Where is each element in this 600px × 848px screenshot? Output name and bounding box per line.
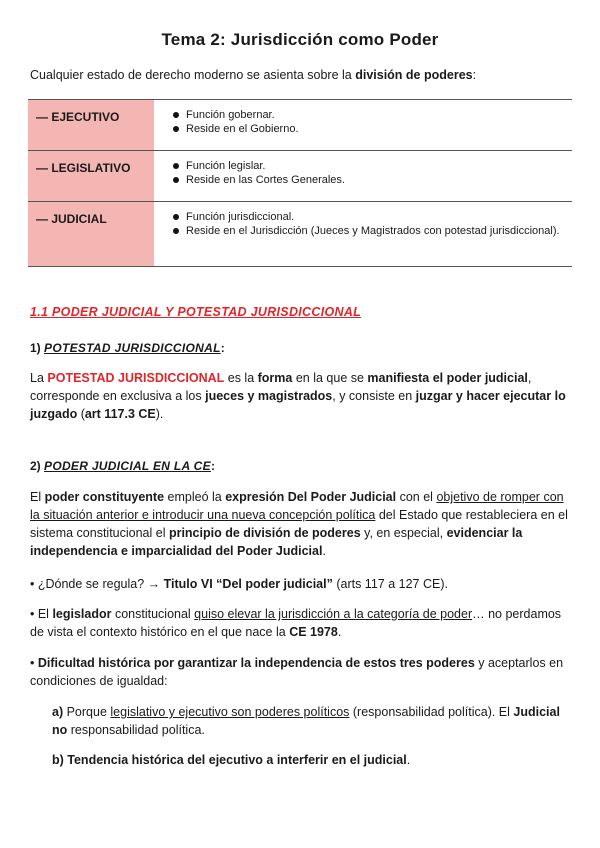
paragraph-item-a: a) Porque legislativo y ejecutivo son poderes políticos (responsabilidad política). El Judicial no responsabilidad política. [52, 705, 560, 737]
list-item: Función legislar. [186, 159, 562, 173]
paragraph-dificultad: • Dificultad histórica por garantizar la independencia de estos tres poderes y aceptarlos en condiciones de igualdad: [30, 656, 564, 688]
paragraph-regulacion: • ¿Dónde se regula? → Titulo VI “Del poder judicial” (arts 117 a 127 CE). [30, 577, 448, 591]
paragraph-legislador: • El legislador constitucional quiso elevar la jurisdicción a la categoría de poder… no perdamos de vista el contexto histórico en el que nace la CE 1978. [30, 607, 562, 639]
list-item: Función gobernar. [186, 108, 562, 122]
paragraph-item-b: b) Tendencia histórica del ejecutivo a interferir en el judicial. [52, 753, 411, 767]
power-name: — JUDICIAL [28, 202, 154, 267]
list-item: Reside en el Jurisdicción (Jueces y Magistrados con potestad jurisdiccional). [186, 224, 562, 238]
intro-line: Cualquier estado de derecho moderno se asienta sobre la división de poderes: [30, 68, 477, 82]
power-name: — LEGISLATIVO [28, 151, 154, 202]
table-row [28, 202, 572, 267]
powers-table [28, 99, 572, 267]
paragraph-constituyente: El poder constituyente empleó la expresión Del Poder Judicial con el objetivo de romper con la situación anterior e introducir una nueva concepción política del Estado que restableciera en el sistema constitucional el principio de división de poderes y, en especial, evidenciar la independencia e imparcialidad del Poder Judicial. [30, 490, 568, 558]
subheading-potestad: 1) POTESTAD JURISDICCIONAL: [30, 341, 225, 355]
paragraph-potestad: La POTESTAD JURISDICCIONAL es la forma en la que se manifiesta el poder judicial, corresponde en exclusiva a los jueces y magistrados, y consiste en juzgar y hacer ejecutar lo juzgado (art 117.3 CE). [30, 371, 566, 421]
list-item: Reside en las Cortes Generales. [186, 173, 562, 187]
page-title: Tema 2: Jurisdicción como Poder [161, 30, 439, 49]
table-row [28, 151, 572, 202]
section-heading: 1.1 PODER JUDICIAL Y POTESTAD JURISDICCIONAL [30, 305, 362, 319]
table-row [28, 100, 572, 151]
power-name: — EJECUTIVO [28, 100, 154, 151]
list-item: Función jurisdiccional. [186, 210, 562, 224]
subheading-poder-judicial: 2) PODER JUDICIAL EN LA CE: [30, 459, 215, 473]
list-item: Reside en el Gobierno. [186, 122, 562, 136]
